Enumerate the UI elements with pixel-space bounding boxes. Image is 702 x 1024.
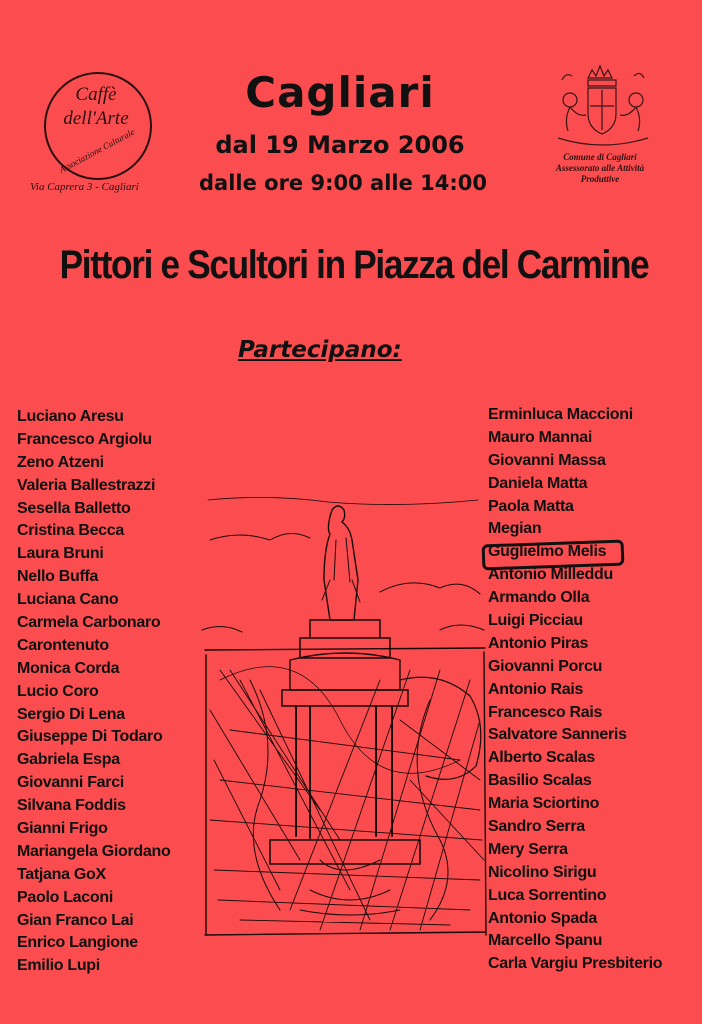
participant-name: Antonio Milleddu [488,566,613,584]
event-title: Pittori e Scultori in Piazza del Carmine [59,243,649,287]
participant-name: Luciano Aresu [17,408,124,425]
sponsor-line2: Assessorato alle Attività [555,163,645,173]
participant-name: Lucio Coro [17,682,99,700]
participant-name: Antonio Spada [488,909,597,927]
sponsor-line3: Produttive [580,174,620,184]
logo-address: Via Caprera 3 - Cagliari [30,181,139,193]
participant-name: Gian Franco Lai [17,911,134,929]
participant-name: Valeria Ballestrazzi [17,476,156,494]
participant-name: Gianni Frigo [17,820,108,838]
participant-name: Mauro Mannai [488,428,592,446]
participant-name: Luca Sorrentino [488,886,607,904]
participant-name: Zeno Atzeni [17,453,104,471]
hand-drawn-circle-mark [482,540,625,571]
participant-name: Cristina Becca [17,522,124,540]
participants-heading: Partecipano: [238,337,402,363]
participant-name: Megian [488,520,542,538]
participant-name: Nicolino Sirigu [488,863,597,881]
circled-participant-name: Guglielmo Melis [488,543,607,561]
caffe-dell-arte-logo [40,68,158,186]
participant-name: Mariangela Giordano [17,842,171,860]
participant-name: Gabriela Espa [17,751,120,769]
participant-name: Mery Serra [488,840,568,858]
participant-name: Basilio Scalas [488,772,592,790]
participant-name: Giuseppe Di Todaro [17,728,163,746]
event-date: dal 19 Marzo 2006 [215,131,465,159]
participants-list-left [17,406,170,978]
participant-name: Tatjana GoX [17,865,106,883]
participant-name: Laura Bruni [17,545,104,563]
participant-name: Giovanni Massa [488,451,606,469]
logo-name-line2: dell'Arte [63,108,129,129]
participant-name: Paolo Laconi [17,888,113,906]
participant-name: Paola Matta [488,497,574,515]
participant-name: Carmela Carbonaro [17,614,161,632]
participant-name: Francesco Rais [488,703,603,721]
participant-name: Giovanni Porcu [488,657,603,675]
participant-name: Silvana Foddis [17,797,126,815]
participant-name: Daniela Matta [488,474,588,492]
participant-name: Maria Sciortino [488,795,600,813]
participant-name: Salvatore Sanneris [488,726,627,744]
participant-name: Carontenuto [17,636,109,654]
participant-name: Antonio Rais [488,680,584,698]
participant-name: Luigi Picciau [488,612,583,630]
participant-name: Luciana Cano [17,591,119,609]
participant-name: Marcello Spanu [488,932,603,950]
participant-name: Emilio Lupi [17,957,100,975]
city-crest-icon [548,60,658,148]
participants-list-right [488,404,662,976]
participant-name: Francesco Argiolu [17,430,152,448]
sponsor-line1: Comune di Cagliari [563,152,637,162]
event-hours: dalle ore 9:00 alle 14:00 [198,171,487,195]
participant-name: Armando Olla [488,589,590,607]
logo-subtitle: Associazione Culturale [57,126,137,175]
participant-name: Carla Vargiu Presbiterio [488,955,663,973]
participant-name: Alberto Scalas [488,749,595,767]
participant-name: Monica Corda [17,659,120,677]
participant-name [488,541,662,564]
logo-name-line1: Caffè [75,84,117,105]
participant-name: Sesella Balletto [17,499,131,517]
participant-name: Enrico Langione [17,934,138,952]
participant-name: Giovanni Farci [17,774,124,792]
sponsor-text [530,152,670,185]
participant-name: Antonio Piras [488,634,589,652]
participant-name: Nello Buffa [17,568,99,586]
participant-name: Sandro Serra [488,818,585,836]
participant-name: Erminluca Maccioni [488,406,633,423]
city-heading: Cagliari [245,68,435,117]
participant-name: Sergio Di Lena [17,705,125,723]
monument-sketch-illustration [200,480,490,950]
